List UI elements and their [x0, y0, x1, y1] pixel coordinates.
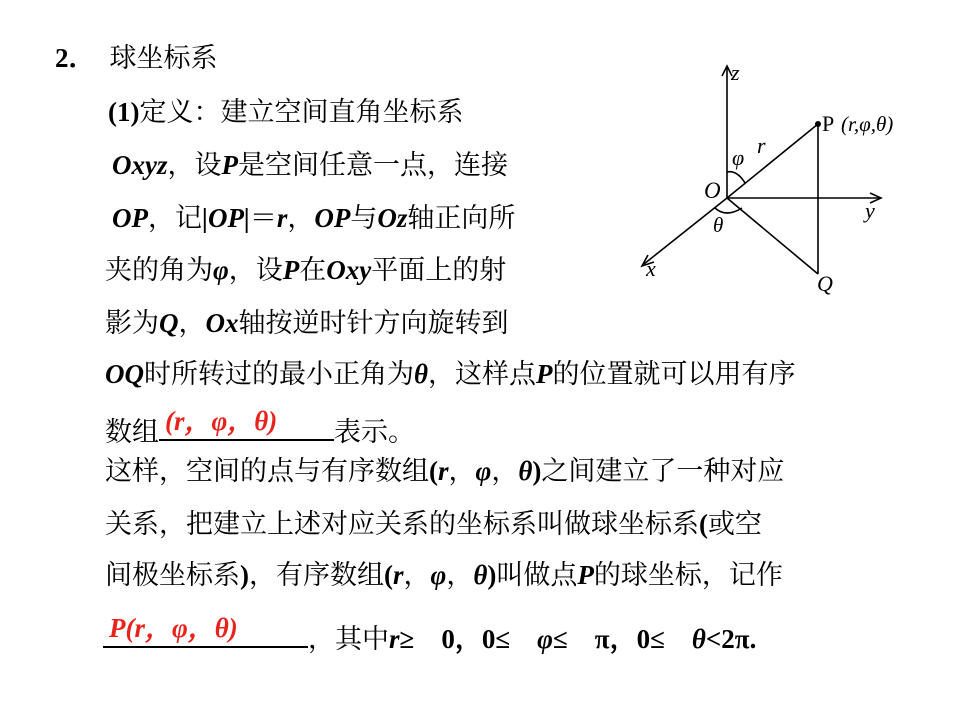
answer-text-1: (r，φ，θ) — [165, 406, 278, 436]
definition-line-2 — [112, 148, 508, 183]
section-number: 2． — [55, 43, 96, 73]
symbol-oxyz: Oxyz — [112, 150, 168, 180]
point-p-dot — [815, 121, 821, 127]
theta-label: θ — [713, 213, 724, 237]
text-segment: 轴按逆时针方向旋转到 — [238, 308, 509, 339]
symbol-r: r — [276, 203, 288, 233]
symbol-oxy: Oxy — [326, 255, 372, 285]
text-segment: 与 — [350, 203, 378, 234]
definition-line-1 — [108, 95, 463, 130]
answer-blank-1 — [159, 406, 334, 441]
definition-text: 定义：建立空间直角坐标系 — [139, 97, 464, 128]
definition-line-5 — [105, 306, 509, 341]
explanation-line-1 — [105, 454, 784, 489]
definition-line-4 — [105, 253, 506, 288]
text-segment: 这样，空间的点与有序数组 — [105, 456, 429, 487]
explanation-line-4 — [103, 612, 756, 657]
text-segment: 关系，把建立上述对应关系的坐标系叫做球坐标系 — [105, 509, 699, 540]
text-segment: 叫做点 — [496, 560, 578, 591]
text-segment: 夹的角为 — [105, 255, 213, 286]
paren: ) — [240, 560, 249, 590]
text-segment: 是空间任意一点，连接 — [238, 150, 508, 181]
symbol-r: r — [438, 456, 449, 486]
inequality: ≤ π，0≤ — [552, 624, 692, 654]
text-segment: 的球坐标，记作 — [593, 560, 783, 591]
text-segment: 数组 — [105, 417, 159, 448]
text-segment: ， — [287, 203, 315, 234]
symbol-ox: Ox — [205, 308, 239, 338]
text-segment: ， — [178, 308, 206, 339]
text-segment: 或空 — [708, 509, 762, 540]
symbol-abs-op: |OP| — [202, 203, 250, 233]
symbol-r: r — [393, 560, 404, 590]
point-p-label: P — [822, 111, 835, 136]
symbol-oz: Oz — [377, 203, 408, 233]
symbol-phi: φ — [537, 624, 553, 654]
definition-line-6 — [105, 357, 796, 392]
inequality: ≥ 0，0≤ — [399, 624, 538, 654]
text-segment: ，设 — [228, 255, 283, 286]
text-segment: ， — [403, 560, 431, 591]
text-segment: 时所转过的最小正角为 — [144, 359, 414, 390]
section-title: 球坐标系 — [109, 43, 218, 74]
phi-label: φ — [732, 145, 745, 170]
symbol-phi: φ — [213, 255, 229, 285]
symbol-phi: φ — [430, 560, 447, 590]
answer-blank-2 — [103, 612, 308, 648]
explanation-line-3 — [105, 558, 783, 593]
symbol-p: P — [577, 560, 594, 590]
definition-line-3 — [112, 201, 515, 236]
q-label: Q — [817, 271, 833, 296]
paren: ( — [384, 560, 393, 590]
y-label: y — [865, 198, 875, 223]
r-label: r — [757, 133, 766, 158]
symbol-p: P — [221, 150, 238, 180]
paren: ) — [532, 456, 542, 486]
symbol-p: P — [536, 359, 553, 389]
spherical-coordinate-diagram — [620, 55, 940, 300]
symbol-op: OP — [112, 203, 148, 233]
text-segment: 表示。 — [334, 417, 415, 448]
symbol-op: OP — [314, 203, 351, 233]
x-label: x — [646, 256, 656, 281]
symbol-p: P — [282, 255, 300, 285]
text-segment: 的位置就可以用有序 — [552, 359, 796, 390]
text-segment: ，记 — [148, 203, 202, 234]
z-label: z — [731, 60, 740, 85]
text-segment: ，这样点 — [428, 359, 537, 390]
symbol-oq: OQ — [105, 359, 144, 389]
symbol-q: Q — [159, 308, 179, 338]
point-p-coords: (r,φ,θ) — [841, 112, 894, 136]
text-segment: ， — [448, 456, 476, 487]
text-segment: ＝ — [249, 203, 277, 234]
inequality: <2π. — [705, 624, 757, 654]
symbol-theta: θ — [473, 560, 488, 590]
paren: ( — [699, 509, 708, 539]
text-segment: ， — [446, 560, 474, 591]
text-segment: 轴正向所 — [407, 203, 516, 234]
answer-text-2: P(r，φ，θ) — [109, 613, 238, 643]
text-segment: 之间建立了一种对应 — [541, 456, 785, 487]
explanation-line-2 — [105, 507, 762, 542]
text-segment: ，有序数组 — [249, 560, 384, 591]
paren: ) — [487, 560, 497, 590]
text-segment: 影为 — [105, 308, 159, 339]
symbol-r: r — [389, 624, 400, 654]
definition-line-7 — [105, 406, 415, 450]
text-segment: ， — [491, 456, 519, 487]
symbol-theta: θ — [691, 624, 706, 654]
phi-arc — [727, 172, 745, 183]
origin-label: O — [704, 178, 721, 203]
symbol-theta: θ — [518, 456, 533, 486]
text-segment: 在 — [299, 255, 327, 286]
section-heading — [55, 41, 218, 76]
definition-marker: (1) — [108, 97, 140, 127]
text-segment: 平面上的射 — [371, 255, 507, 286]
text-segment: ，设 — [167, 150, 222, 181]
symbol-theta: θ — [414, 359, 429, 389]
text-segment: ，其中 — [308, 624, 389, 655]
paren: ( — [429, 456, 438, 486]
symbol-phi: φ — [475, 456, 492, 486]
text-segment: 间极坐标系 — [105, 560, 240, 591]
